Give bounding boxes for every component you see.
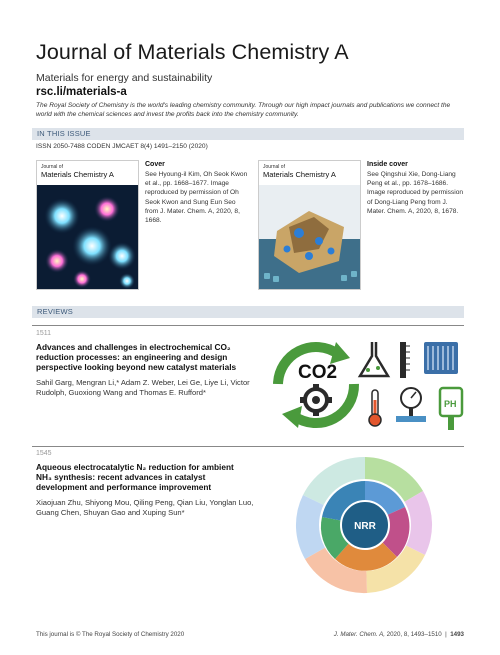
article-divider xyxy=(32,325,464,326)
inside-cover-caption: See Qingshui Xie, Dong-Liang Peng et al., pp. 1678–1686. Image reproduced by permission of Dong-Liang Peng from J. Mater. Chem. A, 2020, 8, 1678. xyxy=(367,171,464,215)
cover-caption: See Hyoung-il Kim, Oh Seok Kwon et al., pp. 1668–1677. Image reproduced by permission of Oh Seok Kwon and Sung Eun Seo from J. Mater. Chem. A, 2020, 8, 1668. xyxy=(145,171,248,225)
rsc-description: The Royal Society of Chemistry is the world's leading chemistry community. Through our high impact journals and publications we connect the world with the chemical sciences and invest the profits back into the chemistry community. xyxy=(36,102,451,118)
footer-copyright: This journal is © The Royal Society of Chemistry 2020 xyxy=(36,631,185,638)
inside-cover-image[interactable] xyxy=(258,160,361,290)
issn-line: ISSN 2050-7488 CODEN JMCAET 8(4) 1491–2150 (2020) xyxy=(36,143,208,150)
pressure-gauge-icon xyxy=(396,388,426,422)
article-page-number: 1511 xyxy=(36,330,52,337)
article-divider-2 xyxy=(32,446,464,447)
thermometer-icon xyxy=(369,390,381,426)
ph-meter-icon xyxy=(440,388,462,430)
footer-page-number: 1493 xyxy=(450,631,464,638)
co2-label: CO2 xyxy=(298,362,338,383)
footer-separator: | xyxy=(443,631,449,638)
inside-cover-heading: Inside cover xyxy=(367,161,408,168)
inside-cover-artwork xyxy=(259,161,361,290)
in-this-issue-bar: IN THIS ISSUE xyxy=(32,128,464,140)
cover-mini-title-1: Journal of xyxy=(41,164,63,170)
footer-journal-abbrev: J. Mater. Chem. A, xyxy=(333,631,385,638)
cover-heading: Cover xyxy=(145,161,165,168)
electrolyzer-cell-icon xyxy=(424,342,458,374)
journal-website-link[interactable]: rsc.li/materials-a xyxy=(36,86,127,98)
article-title[interactable]: Advances and challenges in electrochemical CO₂ reduction processes: an engineering and design perspective looking beyond new catalyst materials xyxy=(36,342,237,373)
reviews-bar: REVIEWS xyxy=(32,306,464,318)
journal-tagline: Materials for energy and sustainability xyxy=(36,72,213,84)
journal-title: Journal of Materials Chemistry A xyxy=(36,40,349,64)
article-page-number-2: 1545 xyxy=(36,450,52,457)
electrode-stack-icon xyxy=(400,342,410,378)
co2-reduction-graphic xyxy=(268,336,473,434)
footer-volume-pages: 2020, 8, 1493–1510 xyxy=(386,631,442,638)
footer-citation xyxy=(334,631,464,638)
nrr-label: NRR xyxy=(354,521,376,532)
cover-artwork xyxy=(37,161,139,290)
article-title-2[interactable]: Aqueous electrocatalytic N₂ reduction for ambient NH₃ synthesis: recent advances in catalyst development and performance improvement xyxy=(36,462,234,493)
nrr-circular-graphic xyxy=(295,455,435,595)
article-authors: Sahil Garg, Mengran Li,* Adam Z. Weber, Lei Ge, Liye Li, Victor Rudolph, Guoxiong Wang and Thomas E. Rufford* xyxy=(36,378,250,397)
ph-label: PH xyxy=(444,399,457,409)
article-authors-2: Xiaojuan Zhu, Shiyong Mou, Qiling Peng, Qian Liu, Yonglan Luo, Guang Chen, Shuyan Gao and Xuping Sun* xyxy=(36,498,254,517)
gear-icon xyxy=(300,384,332,416)
flask-icon xyxy=(360,342,388,376)
cover-mini-title-2: Materials Chemistry A xyxy=(41,170,114,179)
cover-image[interactable] xyxy=(36,160,139,290)
inside-cover-mini-title-1: Journal of xyxy=(263,164,285,170)
inside-cover-mini-title-2: Materials Chemistry A xyxy=(263,170,336,179)
